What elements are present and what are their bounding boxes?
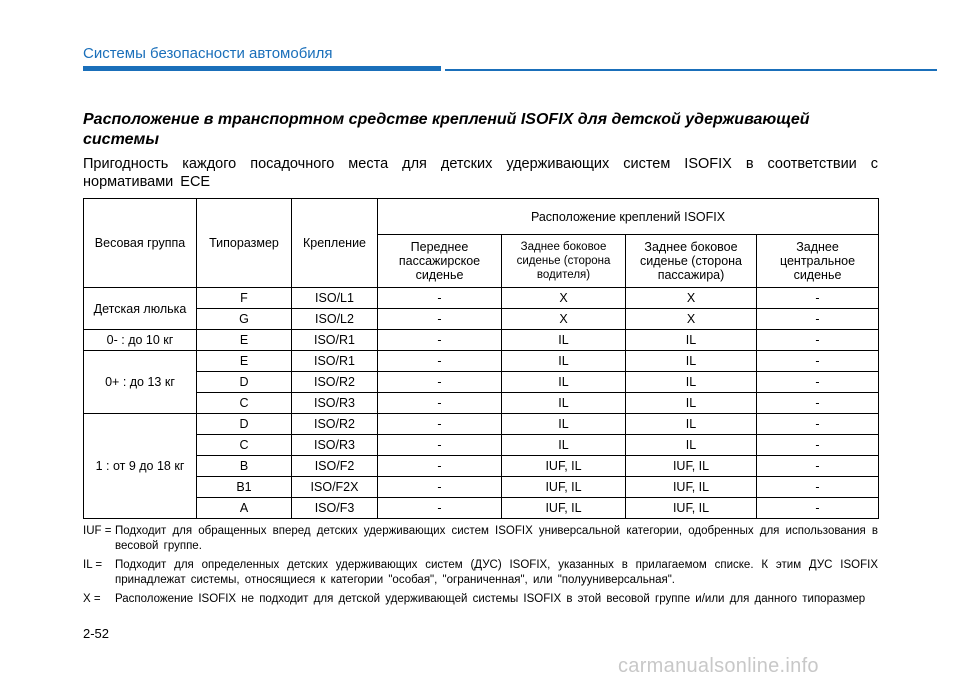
note-il (83, 558, 878, 588)
table-cell: - (378, 414, 502, 435)
note-text: Подходит для определенных детских удерживающих систем (ДУС) ISOFIX, указанных в прилагаемом списке. К этим ДУС ISOFIX принадлежат системы, относящиеся к категории "особая", "ограниченная", или "полууниверсальная". (115, 559, 878, 586)
chapter-title: Системы безопасности автомобиля (83, 45, 333, 62)
table-row (84, 435, 879, 456)
table-cell: X (502, 288, 626, 309)
intro-paragraph: Пригодность каждого посадочного места для детских удерживающих систем ISOFIX в соответствии с нормативами ECE (83, 156, 878, 190)
table-cell: IL (626, 351, 757, 372)
table-cell: - (378, 330, 502, 351)
table-row (84, 414, 879, 435)
note-text: Подходит для обращенных вперед детских удерживающих систем ISOFIX универсальной категории, одобренных для использования в весовой группе. (115, 525, 878, 552)
table-row (84, 309, 879, 330)
header-rule-thick (83, 66, 441, 71)
table-row (84, 351, 879, 372)
table-cell: - (757, 414, 879, 435)
section-heading: Расположение в транспортном средстве креплений ISOFIX для детской удерживающей системы (83, 111, 810, 148)
table-cell: IL (626, 330, 757, 351)
table-cell: ISO/F2 (292, 456, 378, 477)
table-cell: - (378, 456, 502, 477)
header-weight-group: Весовая группа (84, 199, 197, 288)
table-cell: IL (626, 414, 757, 435)
table-row (84, 372, 879, 393)
note-x (83, 592, 878, 607)
table-cell: ISO/L1 (292, 288, 378, 309)
table-row (84, 477, 879, 498)
table-cell: ISO/R2 (292, 372, 378, 393)
weight-group-cell: 1 : от 9 до 18 кг (84, 414, 197, 519)
table-cell: IL (626, 435, 757, 456)
table-cell: - (757, 435, 879, 456)
table-cell: ISO/F3 (292, 498, 378, 519)
table-cell: X (626, 288, 757, 309)
table-cell: IUF, IL (626, 498, 757, 519)
table-cell: D (197, 414, 292, 435)
table-cell: - (378, 288, 502, 309)
table-cell: X (626, 309, 757, 330)
table-cell: ISO/R2 (292, 414, 378, 435)
note-key: IL = (83, 559, 103, 571)
isofix-table (83, 198, 879, 519)
header-rule-thin (445, 69, 937, 71)
note-text: Расположение ISOFIX не подходит для детской удерживающей системы ISOFIX в этой весовой группе и/или для данного типоразмер (115, 593, 866, 605)
table-cell: - (378, 435, 502, 456)
table-row (84, 288, 879, 309)
table-cell: IL (502, 393, 626, 414)
table-cell: B (197, 456, 292, 477)
table-cell: A (197, 498, 292, 519)
table-cell: - (757, 309, 879, 330)
table-cell: IL (502, 351, 626, 372)
note-iuf (83, 524, 878, 554)
table-cell: C (197, 435, 292, 456)
table-cell: - (757, 456, 879, 477)
table-cell: G (197, 309, 292, 330)
table-cell: IUF, IL (626, 477, 757, 498)
table-cell: IL (502, 414, 626, 435)
table-cell: IL (502, 372, 626, 393)
table-cell: - (757, 477, 879, 498)
table-cell: - (757, 330, 879, 351)
header-positions: Расположение креплений ISOFIX (378, 199, 879, 235)
header-rear-outboard-passenger: Заднее боковое сиденье (сторона пассажира) (626, 235, 757, 288)
table-row (84, 393, 879, 414)
table-cell: ISO/R1 (292, 330, 378, 351)
header-size-class: Типоразмер (197, 199, 292, 288)
table-cell: - (378, 372, 502, 393)
table-cell: IL (626, 372, 757, 393)
table-cell: - (757, 393, 879, 414)
weight-group-cell: 0+ : до 13 кг (84, 351, 197, 414)
table-cell: - (757, 372, 879, 393)
page-number: 2-52 (83, 626, 110, 641)
table-cell: IUF, IL (626, 456, 757, 477)
table-cell: IL (626, 393, 757, 414)
table-cell: ISO/R3 (292, 393, 378, 414)
header-fixture: Крепление (292, 199, 378, 288)
table-cell: IUF, IL (502, 456, 626, 477)
table-cell: - (757, 288, 879, 309)
table-cell: - (378, 477, 502, 498)
table-cell: - (378, 498, 502, 519)
table-cell: IUF, IL (502, 477, 626, 498)
watermark: carmanualsonline.info (618, 655, 819, 677)
table-cell: F (197, 288, 292, 309)
table-cell: ISO/R3 (292, 435, 378, 456)
table-cell: D (197, 372, 292, 393)
table-row (84, 330, 879, 351)
weight-group-cell: 0- : до 10 кг (84, 330, 197, 351)
header-rear-outboard-driver: Заднее боковое сиденье (сторона водителя) (502, 235, 626, 288)
header-front-passenger: Переднее пассажирское сиденье (378, 235, 502, 288)
table-cell: IL (502, 330, 626, 351)
table-cell: B1 (197, 477, 292, 498)
note-key: X = (83, 593, 101, 605)
table-body (84, 288, 879, 519)
note-key: IUF = (83, 525, 112, 537)
table-cell: - (757, 498, 879, 519)
header-rear-center: Заднее центральное сиденье (757, 235, 879, 288)
table-cell: - (378, 351, 502, 372)
table-cell: C (197, 393, 292, 414)
table-cell: IL (502, 435, 626, 456)
table-cell: - (378, 309, 502, 330)
weight-group-cell: Детская люлька (84, 288, 197, 330)
table-row (84, 456, 879, 477)
table-row (84, 498, 879, 519)
table-cell: X (502, 309, 626, 330)
table-cell: ISO/L2 (292, 309, 378, 330)
table-cell: E (197, 351, 292, 372)
table-cell: ISO/F2X (292, 477, 378, 498)
table-cell: IUF, IL (502, 498, 626, 519)
table-cell: - (378, 393, 502, 414)
legend-notes (83, 524, 878, 611)
table-cell: - (757, 351, 879, 372)
table-cell: E (197, 330, 292, 351)
table-cell: ISO/R1 (292, 351, 378, 372)
